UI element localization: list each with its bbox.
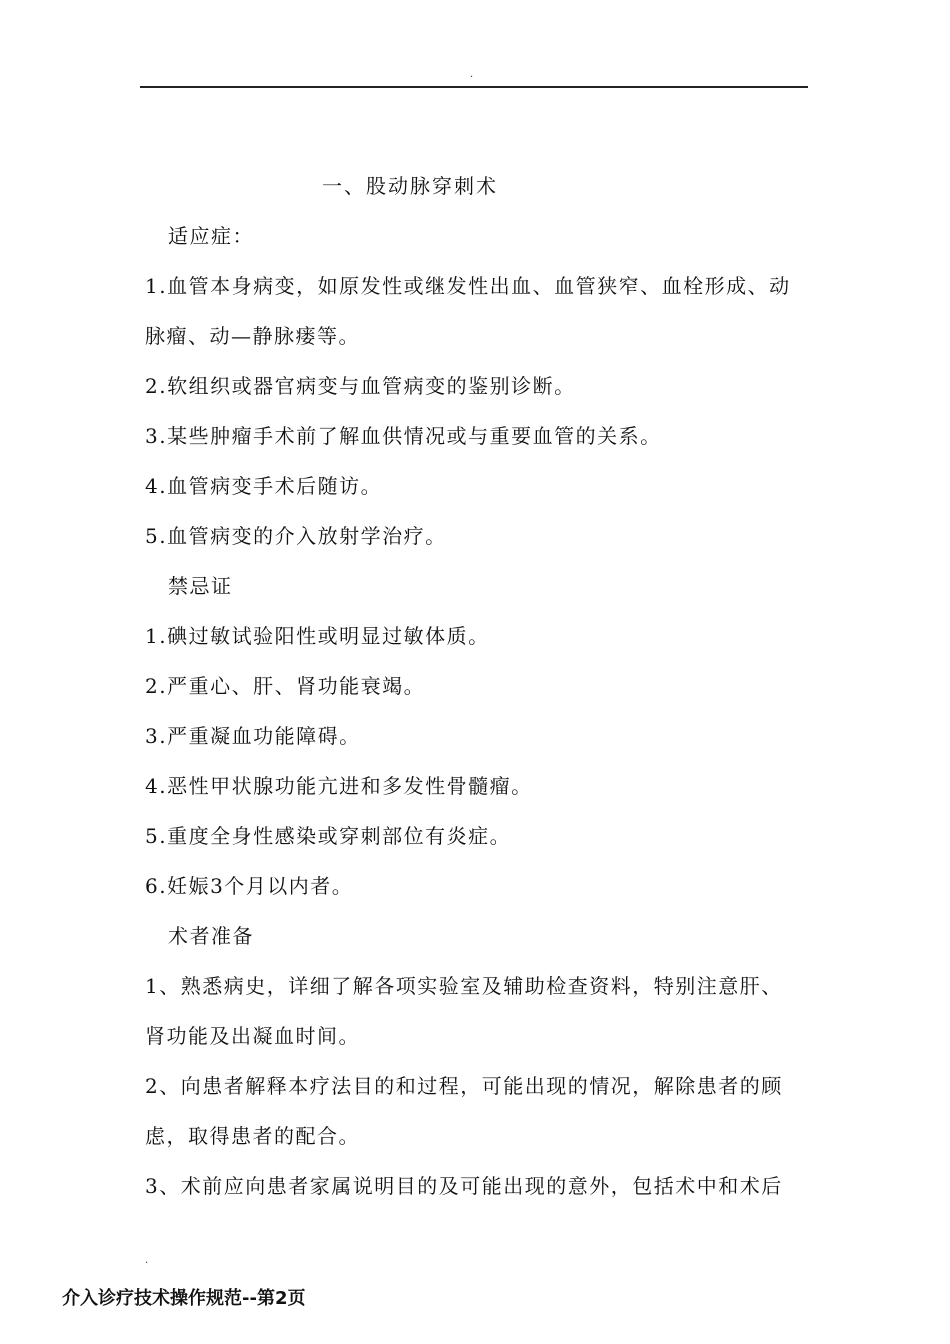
preparation-line-3: 3、术前应向患者家属说明目的及可能出现的意外，包括术中和术后: [145, 1174, 783, 1198]
contraindication-line-3: 3.严重凝血功能障碍。: [145, 724, 361, 748]
indication-line-1-cont: 脉瘤、动—静脉瘘等。: [145, 324, 360, 348]
header-dot: .: [470, 69, 474, 80]
page-footer: 介入诊疗技术操作规范--第2页: [62, 1288, 306, 1309]
section-heading-preparation: 术者准备: [168, 924, 254, 948]
indication-line-4: 4.血管病变手术后随访。: [145, 474, 383, 498]
section-heading-indications: 适应症：: [168, 224, 254, 248]
preparation-line-1: 1、熟悉病史，详细了解各项实验室及辅助检查资料，特别注意肝、: [145, 974, 783, 998]
page-title: 一、股动脉穿刺术: [322, 174, 498, 198]
preparation-line-1-cont: 肾功能及出凝血时间。: [145, 1024, 360, 1048]
preparation-line-2-cont: 虑，取得患者的配合。: [145, 1124, 360, 1148]
footer-dot: .: [145, 1255, 149, 1266]
contraindication-line-5: 5.重度全身性感染或穿刺部位有炎症。: [145, 824, 512, 848]
contraindication-line-1: 1.碘过敏试验阳性或明显过敏体质。: [145, 624, 490, 648]
section-heading-contraindications: 禁忌证: [168, 574, 233, 598]
preparation-line-2: 2、向患者解释本疗法目的和过程，可能出现的情况，解除患者的顾: [145, 1074, 783, 1098]
indication-line-2: 2.软组织或器官病变与血管病变的鉴别诊断。: [145, 374, 576, 398]
contraindication-line-2: 2.严重心、肝、肾功能衰竭。: [145, 674, 426, 698]
contraindication-line-4: 4.恶性甲状腺功能亢进和多发性骨髓瘤。: [145, 774, 533, 798]
indication-line-1: 1.血管本身病变，如原发性或继发性出血、血管狭窄、血栓形成、动: [145, 274, 791, 298]
indication-line-5: 5.血管病变的介入放射学治疗。: [145, 524, 447, 548]
indication-line-3: 3.某些肿瘤手术前了解血供情况或与重要血管的关系。: [145, 424, 662, 448]
header-rule: [140, 86, 808, 88]
contraindication-line-6: 6.妊娠3个月以内者。: [145, 874, 354, 898]
